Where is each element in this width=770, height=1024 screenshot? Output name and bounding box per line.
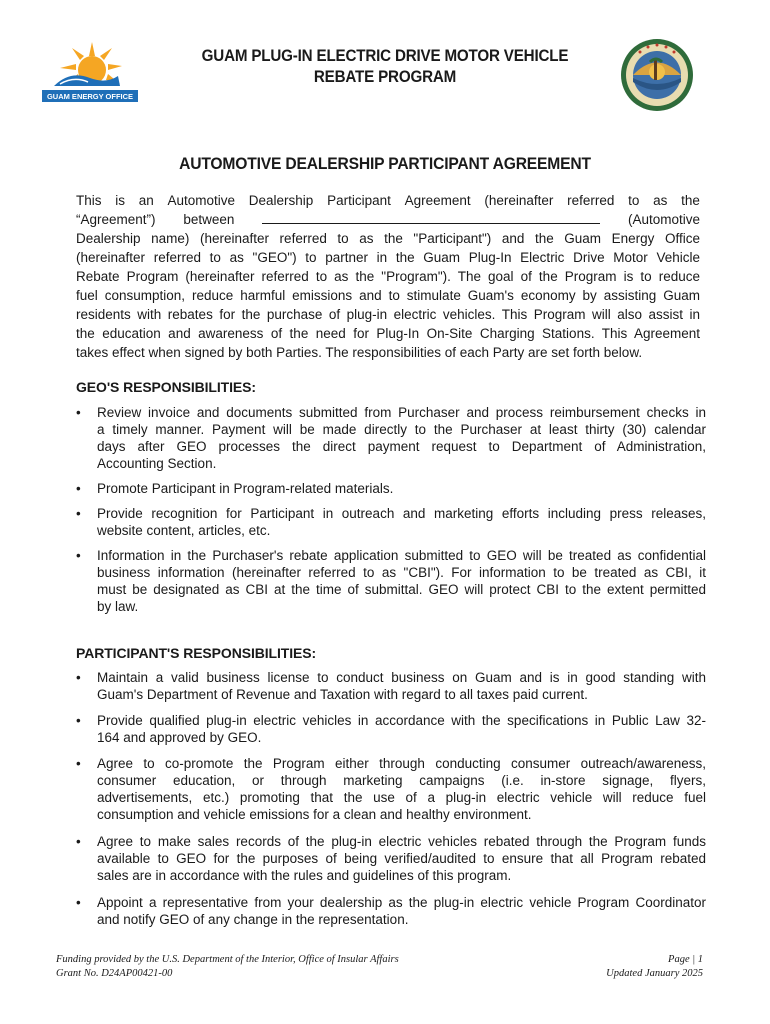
intro-paragraph	[76, 191, 700, 362]
guam-energy-office-logo	[40, 40, 140, 104]
intro-line: residents with rebates for the purchase of plug-in electric vehicles. This Program will also assist in	[76, 307, 700, 322]
bullet-icon: •	[76, 895, 81, 910]
intro-line: Rebate Program (hereinafter referred to as the "Program"). The goal of the Program is to reduce	[76, 269, 700, 284]
geo-responsibilities-heading: GEO'S RESPONSIBILITIES:	[76, 379, 256, 395]
participant-responsibilities-heading: PARTICIPANT'S RESPONSIBILITIES:	[76, 645, 317, 661]
list-item: • Appoint a representative from your dealership as the plug-in electric vehicle Program Coordinator and notify GEO of any change in the representation.	[76, 895, 706, 927]
bullet-icon: •	[76, 405, 81, 420]
list-item: • Information in the Purchaser's rebate application submitted to GEO will be treated as confidential business information (hereinafter referred to as "CBI"). For information to be treated as CBI, it must be designated as CBI at the time of submittal. GEO will protect CBI to the extent permitted by law.	[76, 548, 706, 614]
intro-line: fuel consumption, reduce harmful emissions and to stimulate Guam's economy by assisting Guam	[76, 288, 700, 303]
intro-line: This is an Automotive Dealership Participant Agreement (hereinafter referred to as the	[76, 193, 700, 208]
list-item: • Agree to make sales records of the plug-in electric vehicles rebated through the Program funds available to GEO for the purposes of being verified/audited to ensure that all Program rebated sales are in accordance with the rules and guidelines of this program.	[76, 834, 706, 883]
bullet-icon: •	[76, 548, 81, 563]
bullet-icon: •	[76, 670, 81, 685]
intro-line: “Agreement”) between (Automotive	[76, 212, 700, 227]
document-title	[169, 46, 601, 88]
bullet-icon: •	[76, 506, 81, 521]
intro-line: (hereinafter referred to as "GEO") to partner in the Guam Plug-In Electric Drive Motor Vehicle	[76, 250, 700, 265]
agreement-title: AUTOMOTIVE DEALERSHIP PARTICIPANT AGREEMENT	[179, 154, 591, 173]
list-item: • Agree to co-promote the Program either through conducting consumer outreach/awareness, consumer education, or through marketing campaigns (i.e. in-store signage, flyers, advertisements, etc.) promoting that the use of a plug-in electric vehicle will reduce fuel consumption and vehicle emissions for a clean and healthy environment.	[76, 756, 706, 822]
participant-responsibilities-list	[76, 669, 706, 928]
bullet-icon: •	[76, 756, 81, 771]
logo-text: GUAM ENERGY OFFICE	[46, 92, 134, 101]
list-item: • Review invoice and documents submitted from Purchaser and process reimbursement checks in a timely manner. Payment will be made directly to the Purchaser at least thirty (30) calendar days after GEO processes the direct payment request to Department of Administration, Accounting Section.	[76, 405, 706, 471]
geo-responsibilities-list	[76, 404, 706, 615]
list-item: • Maintain a valid business license to conduct business on Guam and is in good standing with Guam's Department of Revenue and Taxation with regard to all taxes paid current.	[76, 670, 706, 702]
updated-date: Updated January 2025	[606, 968, 703, 979]
intro-line: the education and awareness of the need for Plug-In On-Site Charging Stations. This Agreement	[76, 326, 700, 341]
dealership-name-blank[interactable]	[262, 210, 600, 224]
intro-line: takes effect when signed by both Parties. The responsibilities of each Party are set forth below.	[76, 345, 643, 360]
page-number: Page | 1	[668, 954, 703, 965]
title-line-2: REBATE PROGRAM	[313, 68, 457, 86]
bullet-icon: •	[76, 481, 81, 496]
list-item: • Promote Participant in Program-related materials.	[76, 481, 394, 496]
list-item: • Provide recognition for Participant in outreach and marketing efforts including press releases, website content, articles, etc.	[76, 506, 706, 538]
bullet-icon: •	[76, 834, 81, 849]
footer-funding: Funding provided by the U.S. Department of the Interior, Office of Insular Affairs Grant No. D24AP00421-00	[56, 954, 399, 979]
footer-page-info	[606, 953, 703, 981]
guam-seal	[620, 38, 694, 112]
bullet-icon: •	[76, 713, 81, 728]
intro-line: Dealership name) (hereinafter referred to as the "Participant") and the Guam Energy Office	[76, 231, 700, 246]
title-line-1: GUAM PLUG-IN ELECTRIC DRIVE MOTOR VEHICLE	[201, 47, 569, 65]
list-item: • Provide qualified plug-in electric vehicles in accordance with the specifications in Public Law 32- 164 and approved by GEO.	[76, 713, 706, 745]
